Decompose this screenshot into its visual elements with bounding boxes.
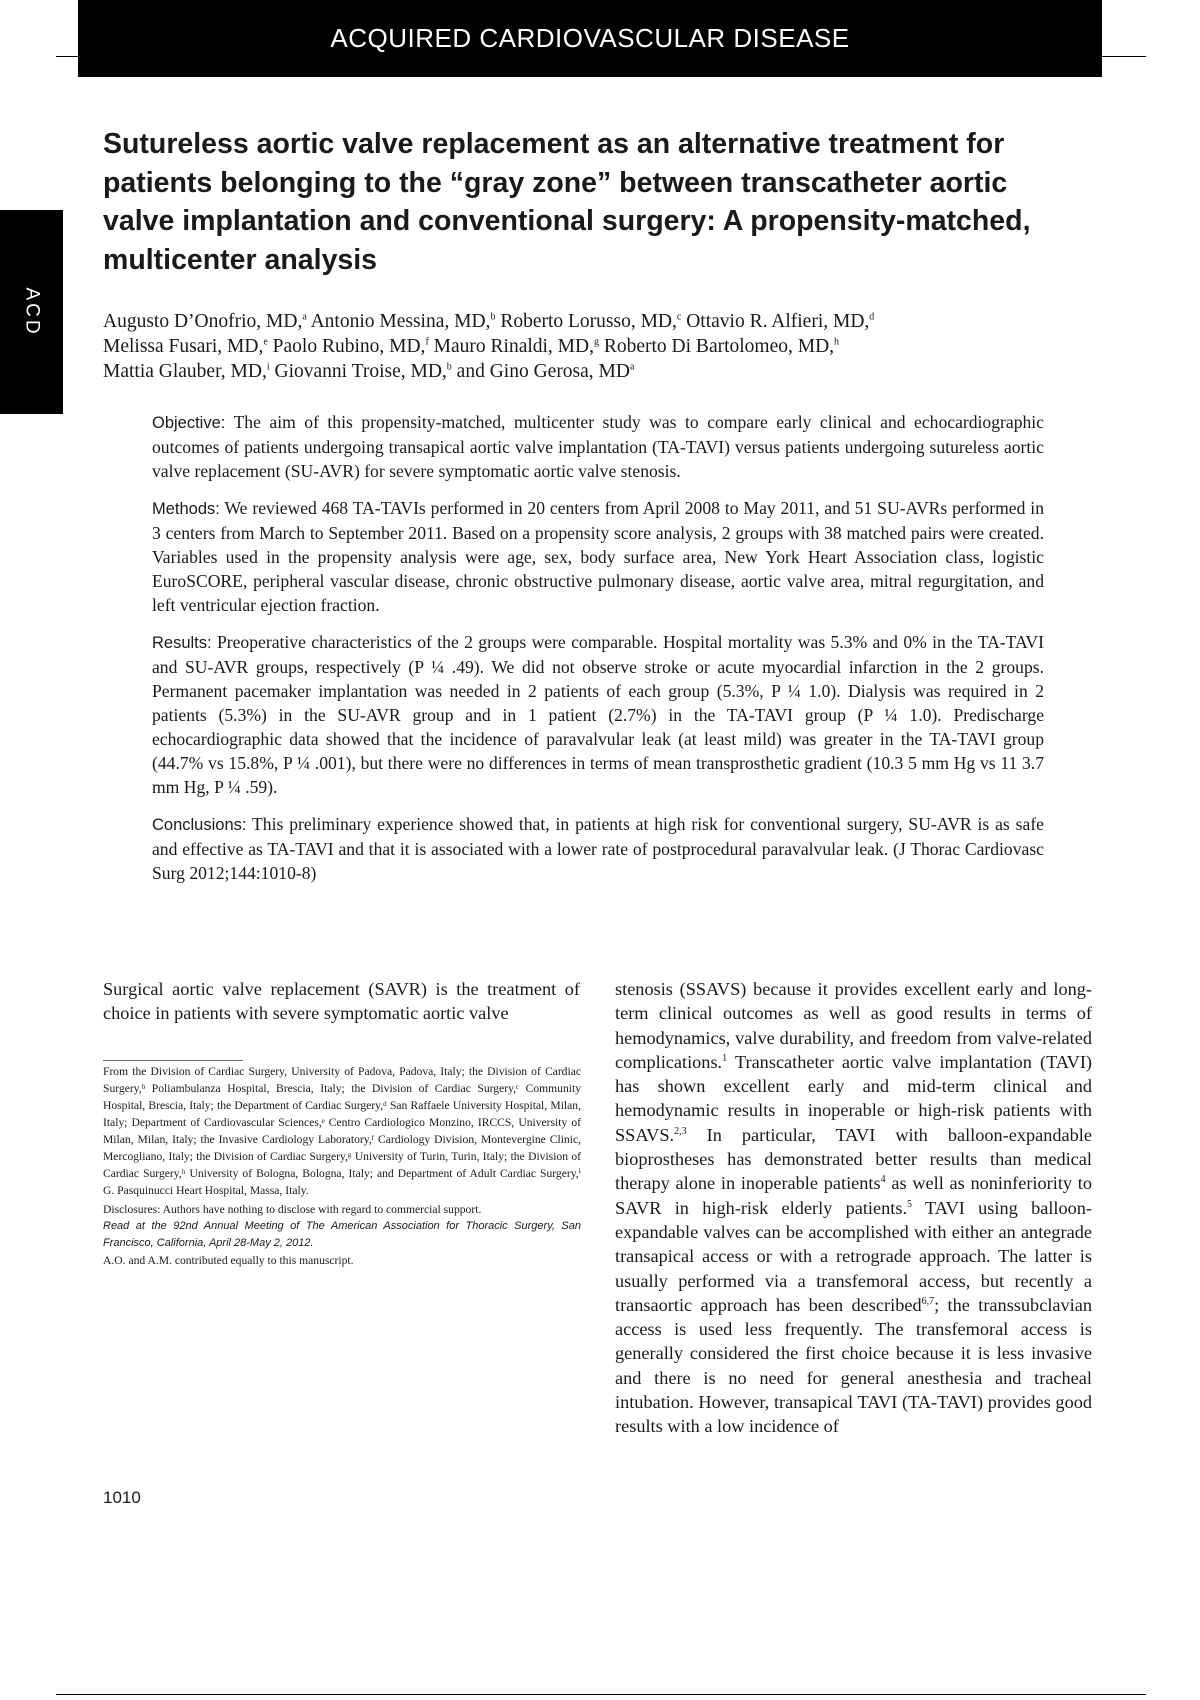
body-paragraph — [615, 977, 1092, 1439]
body-text-run: Transcatheter aortic valve implantation (TAVI) has shown excellent early and mid-term clinical and hemodynamic results in inoperable or high-risk patients with SSAVS. — [615, 1051, 1092, 1145]
footnote-contribution: A.O. and A.M. contributed equally to this manuscript. — [103, 1254, 354, 1267]
abstract-results — [152, 630, 1044, 799]
section-header — [78, 0, 1102, 77]
citation-ref: 1 — [722, 1052, 728, 1064]
body-text-run: stenosis (SSAVS) because it provides excellent early and long-term clinical outcomes as well as good results in terms of hemodynamics, valve durability, and freedom from valve-related complications. — [615, 979, 1092, 1072]
abstract-text: Preoperative characteristics of the 2 groups were comparable. Hospital mortality was 5.3% and 0% in the TA-TAVI and SU-AVR groups, respectively (P ¼ .49). We did not observe stroke or acute myocardial infarction in the 2 groups. Permanent pacemaker implantation was needed in 2 patients of each group (5.3%, P ¼ 1.0). Dialysis was required in 2 patients (5.3%) in the SU-AVR group and in 1 patient (2.7%) in the TA-TAVI group (P ¼ 1.0). Predischarge echocardiographic data showed that the incidence of paravalvular leak (at least mild) was greater in the TA-TAVI group (44.7% vs 15.8%, P ¼ .001), but there were no differences in terms of mean transprosthetic gradient (10.3 5 mm Hg vs 11 3.7 mm Hg, P ¼ .59). — [152, 632, 1044, 797]
author-affiliation-mark: c — [676, 311, 682, 323]
author-line-2 — [103, 334, 1063, 359]
author-line-3 — [103, 359, 1063, 384]
footnotes — [103, 1063, 581, 1269]
author-affiliation-mark: e — [263, 336, 268, 348]
body-text-run: TAVI using balloon-expandable valves can be accomplished with either an antegrade transapical access or with a retrograde approach. The latter is usually performed via a transfemoral access, but recently a transaortic approach has been described — [615, 1197, 1092, 1315]
body-text-run: ; the transsubclavian access is used less frequently. The transfemoral access is generally considered the first choice because it is less invasive and there is no need for general anesthesia and tracheal intubation. However, transapical TAVI (TA-TAVI) provides good results with a low incidence of — [615, 1294, 1092, 1437]
abstract-text: We reviewed 468 TA-TAVIs performed in 20 centers from April 2008 to May 2011, and 51 SU-AVRs performed in 3 centers from March to September 2011. Based on a propensity score analysis, 2 groups with 38 matched pairs were created. Variables used in the propensity analysis were age, sex, body surface area, New York Heart Association class, logistic EuroSCORE, peripheral vascular disease, chronic obstructive pulmonary disease, aortic valve area, mitral regurgitation, and left ventricular ejection fraction. — [152, 498, 1044, 615]
author-name: Augusto D’Onofrio, MD, — [103, 311, 303, 332]
page-number: 1010 — [103, 1488, 141, 1507]
body-text-run: as well as noninferiority to SAVR in high-risk elderly patients. — [615, 1173, 1093, 1218]
author-name: Mauro Rinaldi, MD, — [433, 336, 594, 357]
citation-ref: 4 — [880, 1174, 886, 1186]
side-tab — [0, 210, 63, 414]
author-name: Roberto Lorusso, MD, — [500, 311, 677, 332]
author-affiliation-mark: d — [869, 311, 875, 323]
abstract-text: This preliminary experience showed that, in patients at high risk for conventional surgery, SU-AVR is as safe and effective as TA-TAVI and that it is associated with a lower rate of postprocedural paravalvular leak. (J Thorac Cardiovasc Surg 2012;144:1010-8) — [152, 814, 1044, 883]
citation-ref: 5 — [907, 1198, 913, 1210]
author-list — [103, 309, 1063, 384]
author-name: and Gino Gerosa, MD — [456, 361, 630, 382]
body-text-run: In particular, TAVI with balloon-expandable bioprostheses has demonstrated better results than medical therapy alone in inoperable patients — [615, 1124, 1092, 1194]
author-name: Mattia Glauber, MD, — [103, 361, 267, 382]
abstract-objective — [152, 410, 1044, 483]
author-affiliation-mark: a — [302, 311, 307, 323]
footnote-affiliations: From the Division of Cardiac Surgery, University of Padova, Padova, Italy; the Division of Cardiac Surgery,ᵇ Poliambulanza Hospital, Brescia, Italy; the Division of Cardiac Surgery,ᶜ Community Hospital, Brescia, Italy; the Department of Cardiac Surgery,ᵈ San Raffaele University Hospital, Milan, Italy; Department of Cardiovascular Sciences,ᵉ Centro Cardiologico Monzino, IRCCS, University of Milan, Milan, Italy; the Invasive Cardiology Laboratory,ᶠ Cardiology Division, Montevergine Clinic, Mercogliano, Italy; the Division of Cardiac Surgery,ᵍ University of Turin, Turin, Italy; the Division of Cardiac Surgery,ʰ University of Bologna, Bologna, Italy; and Department of Adult Cardiac Surgery,ⁱ G. Pasquinucci Heart Hospital, Massa, Italy. — [103, 1065, 581, 1197]
author-affiliation-mark: b — [490, 311, 496, 323]
author-affiliation-mark: g — [593, 336, 599, 348]
author-name: Melissa Fusari, MD, — [103, 336, 264, 357]
author-affiliation-mark: h — [834, 336, 840, 348]
citation-ref: 6,7 — [921, 1295, 935, 1307]
footnote-disclosures: Disclosures: Authors have nothing to disclose with regard to commercial support. — [103, 1203, 482, 1216]
article-title: Sutureless aortic valve replacement as an alternative treatment for patients belonging to the “gray zone” between transcatheter aortic valve implantation and conventional surgery: A propensity-matched, multicenter analysis — [103, 128, 1031, 276]
footnote-divider — [103, 1060, 243, 1061]
citation-ref: 2,3 — [674, 1125, 687, 1137]
abstract-text: The aim of this propensity-matched, multicenter study was to compare early clinical and echocardiographic outcomes of patients undergoing transapical aortic valve implantation (TA-TAVI) versus patients undergoing sutureless aortic valve replacement (SU-AVR) for severe symptomatic aortic valve stenosis. — [152, 412, 1044, 481]
author-affiliation-mark: f — [425, 336, 429, 348]
author-name: Ottavio R. Alfieri, MD, — [686, 311, 870, 332]
author-name: Roberto Di Bartolomeo, MD, — [603, 336, 835, 357]
abstract-conclusions — [152, 812, 1044, 885]
abstract-label: Objective: — [152, 414, 226, 432]
body-column-right — [615, 977, 1092, 1439]
section-title: ACQUIRED CARDIOVASCULAR DISEASE — [330, 23, 850, 53]
author-affiliation-mark: b — [446, 361, 452, 373]
abstract-label: Conclusions: — [152, 816, 247, 834]
side-tab-label: ACD — [21, 287, 43, 337]
author-affiliation-mark: i — [266, 361, 270, 373]
body-paragraph: Surgical aortic valve replacement (SAVR) is the treatment of choice in patients with severe symptomatic aortic valve — [103, 979, 580, 1024]
abstract-label: Methods: — [152, 500, 220, 518]
author-name: Antonio Messina, MD, — [310, 311, 491, 332]
abstract — [152, 410, 1044, 898]
footnote-read-at: Read at the 92nd Annual Meeting of The American Association for Thoracic Surgery, San Francisco, California, April 28-May 2, 2012. — [103, 1220, 581, 1249]
author-line-1 — [103, 309, 1063, 334]
footer-rule — [56, 1694, 1146, 1695]
author-affiliation-mark: a — [629, 361, 635, 373]
abstract-label: Results: — [152, 634, 212, 652]
body-column-left — [103, 977, 580, 1026]
author-name: Giovanni Troise, MD, — [274, 361, 447, 382]
author-name: Paolo Rubino, MD, — [272, 336, 426, 357]
abstract-methods — [152, 496, 1044, 617]
